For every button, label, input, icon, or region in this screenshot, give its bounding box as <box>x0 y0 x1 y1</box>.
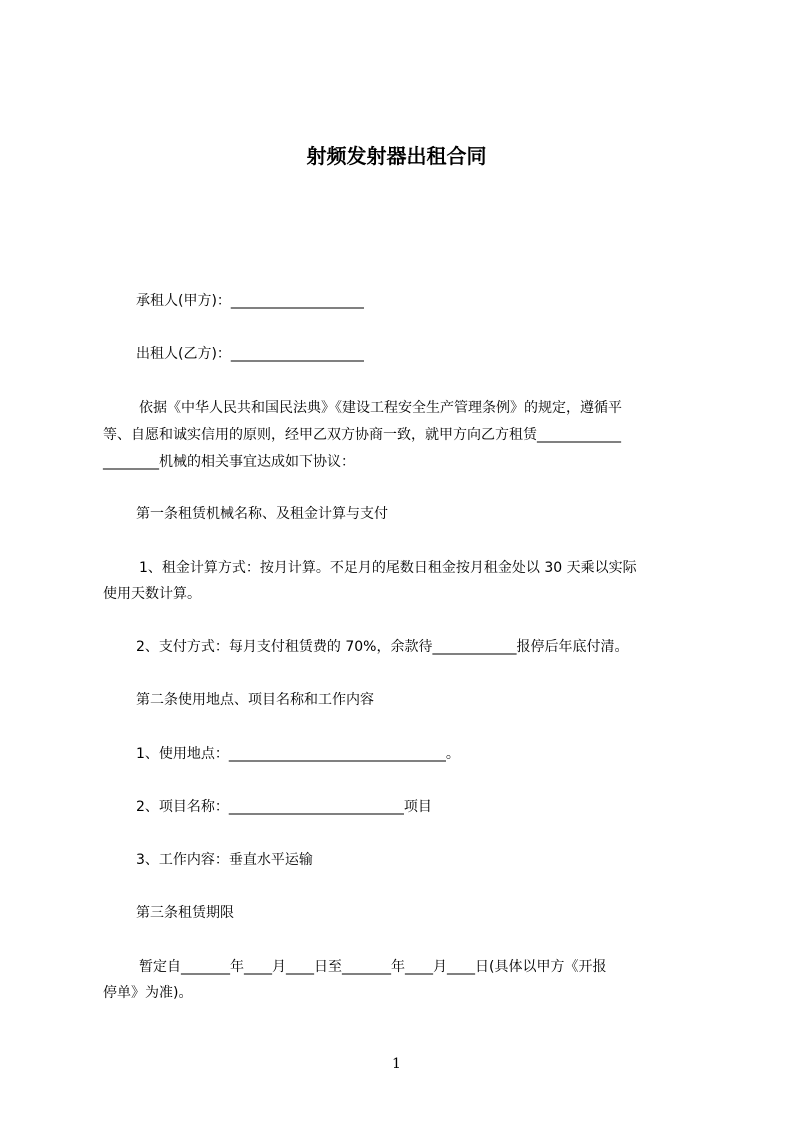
document-title: 射频发射器出租合同 <box>306 144 487 168</box>
article-3-heading: 第三条租赁期限 <box>136 905 234 921</box>
article-3-term-line-2: 停单》为准)。 <box>103 985 193 1001</box>
article-2-item-1: 1、使用地点：_______________________________。 <box>136 746 460 762</box>
intro-paragraph-line-1: 依据《中华人民共和国民法典》《建设工程安全生产管理条例》的规定，遵循平 <box>139 400 622 416</box>
article-2-item-3: 3、工作内容：垂直水平运输 <box>136 852 313 868</box>
article-2-heading: 第二条使用地点、项目名称和工作内容 <box>136 692 374 708</box>
page-number: 1 <box>392 1056 401 1072</box>
article-1-item-1-line-2: 使用天数计算。 <box>103 586 201 602</box>
article-3-term-line-1: 暂定自_______年____月____日至_______年____月____日(具体以甲方《开报 <box>139 959 607 975</box>
intro-paragraph-line-2: 等、自愿和诚实信用的原则，经甲乙双方协商一致，就甲方向乙方租赁____________ <box>103 427 621 443</box>
lessee-line: 承租人(甲方)：___________________ <box>136 293 364 309</box>
lessor-line: 出租人(乙方)：___________________ <box>136 346 364 362</box>
article-1-heading: 第一条租赁机械名称、及租金计算与支付 <box>136 506 388 522</box>
article-2-item-2: 2、项目名称：_________________________项目 <box>136 799 432 815</box>
intro-paragraph-line-3: ________机械的相关事宜达成如下协议： <box>103 454 355 470</box>
article-1-item-1-line-1: 1、租金计算方式：按月计算。不足月的尾数日租金按月租金处以 30 天乘以实际 <box>139 560 637 576</box>
article-1-item-2: 2、支付方式：每月支付租赁费的 70%，余款待____________报停后年底付清。 <box>136 639 629 655</box>
